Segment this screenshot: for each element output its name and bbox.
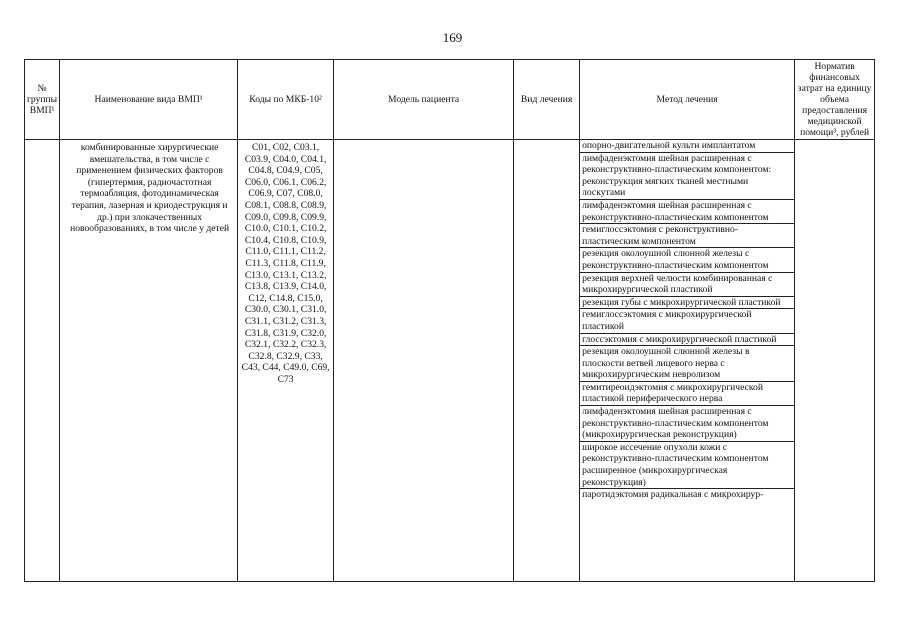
- method-item: резекция верхней челюсти комбинированная с микрохирургической пластикой: [580, 273, 794, 297]
- method-item: резекция губы с микрохирургической пластикой: [580, 297, 794, 310]
- cell-treatment-type: [514, 140, 580, 582]
- method-item: опорно-двигательной культи имплантатом: [580, 140, 794, 153]
- page-number: 169: [442, 30, 463, 45]
- table-row: [25, 140, 875, 582]
- header-row: [25, 60, 875, 140]
- method-item: лимфаденэктомия шейная расширенная с реконструктивно-пластическим компонентом (микрохирургическая реконструкция): [580, 406, 794, 442]
- header-treatment-method: Метод лечения: [580, 60, 795, 140]
- method-item: резекция околоушной слюнной железы в плоскости ветвей лицевого нерва с микрохирургическим невролизом: [580, 346, 794, 382]
- header-patient-model: Модель пациента: [334, 60, 514, 140]
- cell-cost-norm: [795, 140, 875, 582]
- cell-patient-model: [334, 140, 514, 582]
- header-group-number: № группы ВМП¹: [25, 60, 60, 140]
- cell-icd-codes: [238, 140, 334, 582]
- vmp-table: [24, 59, 875, 582]
- method-item: паротидэктомия радикальная с микрохирур-: [582, 489, 764, 501]
- method-item: резекция околоушной слюнной железы с реконструктивно-пластическим компонентом: [580, 248, 794, 272]
- method-item: глоссэктомия с микрохирургической пластикой: [580, 334, 794, 347]
- cell-group-number: [25, 140, 60, 582]
- icd-codes-text: C01, C02, C03.1, C03.9, C04.0, C04.1, C04.8, C04.9, C05, C06.0, C06.1, C06.2, C06.9, C07, C08.0, C08.1, C08.8, C08.9, C09.0, C09.8, C09.9, C10.0, C10.1, C10.2, C10.4, C10.8, C10.9, C11.0, C11.1, C11.2, C11.3, C11.8, C11.9, C13.0, C13.1, C13.2, C13.8, C13.9, C14.0, C12, C14.8, C15.0, C30.0, C30.1, C31.0, C31.1, C31.2, C31.3, C31.8, C31.9, C32.0, C32.1, C32.2, C32.3, C32.8, C32.9, C33, C43, C44, C49.0, C69, C73: [241, 142, 330, 385]
- vmp-name-text: комбинированные хирургические вмешательства, в том числе с применением физических факторов (гипертермия, радиочастотная термоабляция, фотодинамическая терапия, лазерная и криодеструкция и др.) при злокачественных новообразованиях, в том числе у детей: [70, 142, 230, 235]
- method-item: гемиглоссэктомия с микрохирургической пластикой: [580, 309, 794, 333]
- method-item: лимфаденэктомия шейная расширенная с реконструктивно-пластическим компонентом: реконструкция мягких тканей местными лоскутами: [580, 153, 794, 200]
- method-item: лимфаденэктомия шейная расширенная с реконструктивно-пластическим компонентом: [580, 200, 794, 224]
- method-item: гемиглоссэктомия с реконструктивно-пластическим компонентом: [580, 224, 794, 248]
- header-treatment-type: Вид лечения: [514, 60, 580, 140]
- cell-treatment-methods: [580, 140, 795, 582]
- method-item: широкое иссечение опухоли кожи с реконструктивно-пластическим компонентом расширенное (микрохирургическая реконструкция): [580, 442, 794, 489]
- header-icd-codes: Коды по МКБ-10²: [238, 60, 334, 140]
- method-item: гемитиреоидэктомия с микрохирургической пластикой периферического нерва: [580, 382, 794, 406]
- cell-vmp-name: [60, 140, 238, 582]
- header-cost-norm: Норматив финансовых затрат на единицу объема предоставления медицинской помощи³, рублей: [795, 60, 875, 140]
- header-vmp-name: Наименование вида ВМП¹: [60, 60, 238, 140]
- method-list: [580, 140, 794, 501]
